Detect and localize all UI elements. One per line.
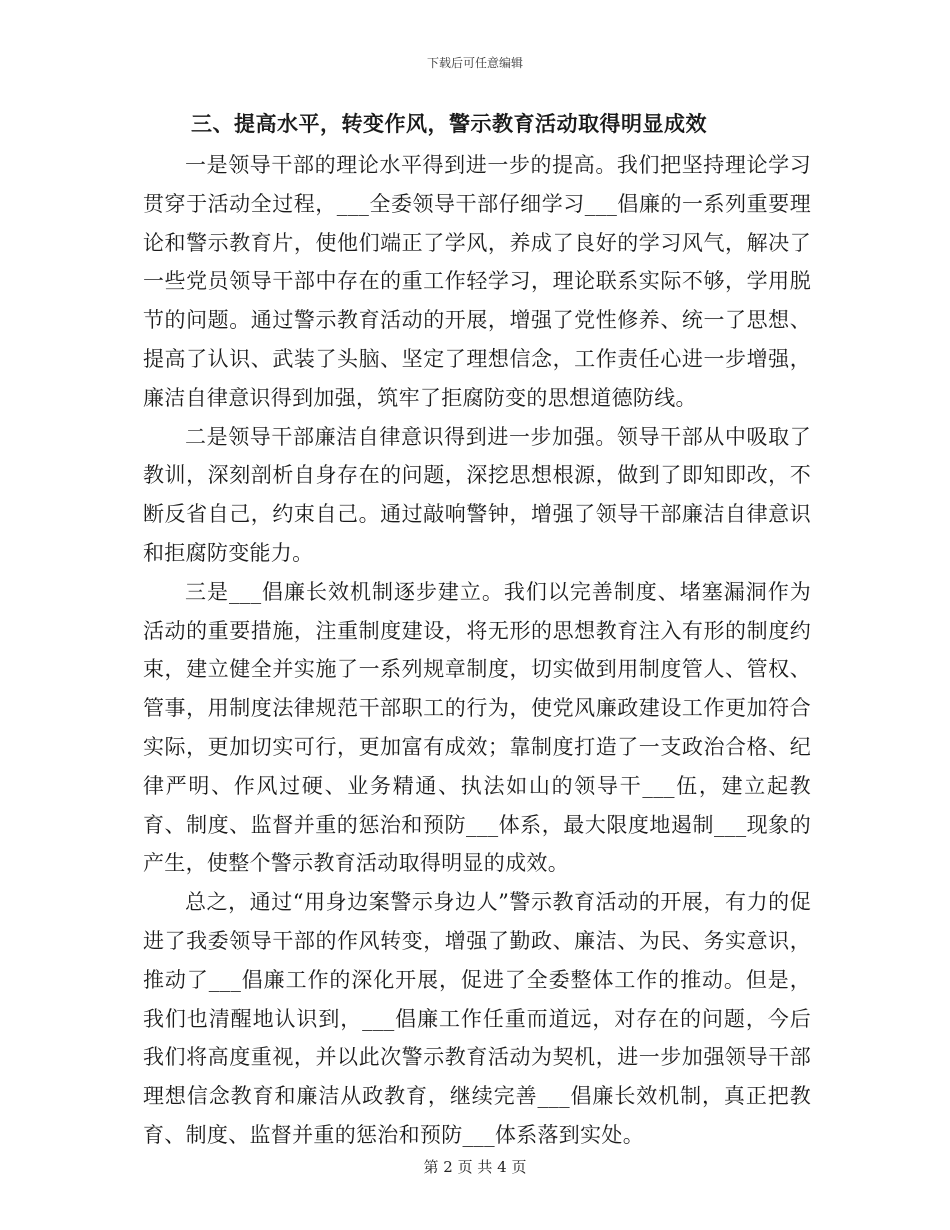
header-note: 下载后可任意编辑 [426,56,523,70]
section-title: 三、提高水平，转变作风，警示教育活动取得明显成效 [191,111,707,136]
paragraph-2: 二是领导干部廉洁自律意识得到进一步加强。领导干部从中吸取了教训，深刻剖析自身存在的问题，深挖思想根源，做到了即知即改，不断反省自己，约束自己。通过敲响警钟，增强了领导干部廉洁自律意识和拒腐防变能力。 [143,424,811,565]
page-number: 第 2 页 共 4 页 [423,1158,527,1176]
paragraph-1: 一是领导干部的理论水平得到进一步的提高。我们把坚持理论学习贯穿于活动全过程，___全委领导干部仔细学习___倡廉的一系列重要理论和警示教育片，使他们端正了学风，养成了良好的学习风气，解决了一些党员领导干部中存在的重工作轻学习，理论联系实际不够，学用脱节的问题。通过警示教育活动的开展，增强了党性修养、统一了思想、提高了认识、武装了头脑、坚定了理想信念，工作责任心进一步增强，廉洁自律意识得到加强，筑牢了拒腐防变的思想道德防线。 [143,153,811,410]
document-body [143,108,811,1155]
paragraph-4: 总之，通过“用身边案警示身边人”警示教育活动的开展，有力的促进了我委领导干部的作风转变，增强了勤政、廉洁、为民、务实意识，推动了___倡廉工作的深化开展，促进了全委整体工作的推动。但是，我们也清醒地认识到，___倡廉工作任重而道远，对存在的问题，今后我们将高度重视，并以此次警示教育活动为契机，进一步加强领导干部理想信念教育和廉洁从政教育，继续完善___倡廉长效机制，真正把教育、制度、监督并重的惩治和预防___体系落到实处。 [143,890,811,1147]
paragraph-3: 三是___倡廉长效机制逐步建立。我们以完善制度、堵塞漏洞作为活动的重要措施，注重制度建设，将无形的思想教育注入有形的制度约束，建立健全并实施了一系列规章制度，切实做到用制度管人、管权、管事，用制度法律规范干部职工的行为，使党风廉政建设工作更加符合实际，更加切实可行，更加富有成效；靠制度打造了一支政治合格、纪律严明、作风过硬、业务精通、执法如山的领导干___伍，建立起教育、制度、监督并重的惩治和预防___体系，最大限度地遏制___现象的产生，使整个警示教育活动取得明显的成效。 [143,579,811,876]
